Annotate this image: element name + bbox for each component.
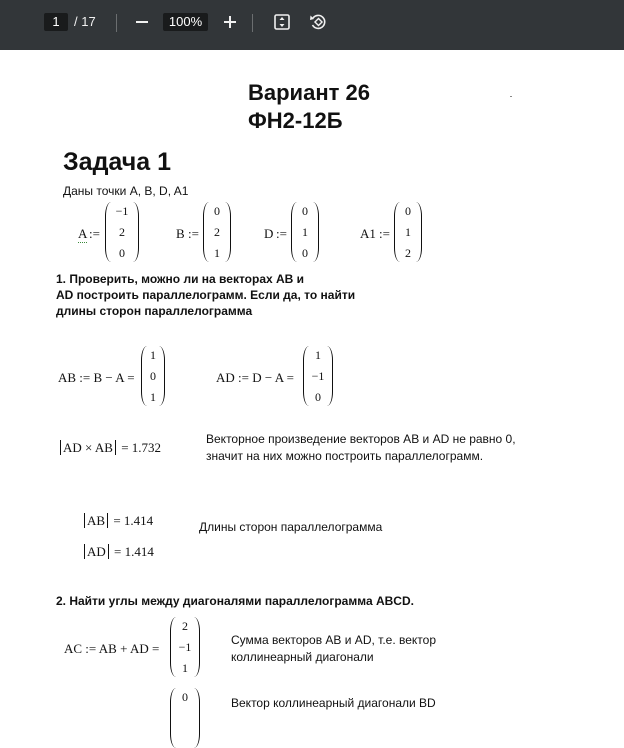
- length-ab: [82, 513, 153, 529]
- cross-product-value: = 1.732: [121, 440, 162, 455]
- vector-cell: 2: [119, 225, 125, 239]
- zoom-out-button[interactable]: [132, 12, 152, 32]
- cross-product-formula: [58, 440, 161, 456]
- cross-product-expression: AD × AB: [63, 440, 113, 455]
- vector-cell: 0: [119, 246, 125, 260]
- length-ad-label: AD: [87, 544, 106, 559]
- vector-cell: −1: [115, 204, 129, 218]
- vector-cell: 0: [182, 690, 188, 704]
- vector-a: [105, 202, 139, 262]
- vector-cell: 2: [214, 225, 220, 239]
- ac-expression: AC := AB + AD =: [64, 641, 160, 656]
- bd-note: Вектор коллинеарный диагонали BD: [231, 696, 436, 710]
- vector-a1: [394, 202, 422, 262]
- vector-cell: −1: [178, 640, 192, 654]
- point-a1-label: A1: [360, 226, 376, 241]
- rotate-icon: [308, 12, 328, 32]
- task1-line3: длины сторон параллелограмма: [56, 304, 253, 318]
- lengths-note: Длины сторон параллелограмма: [199, 520, 383, 534]
- task1-line1: 1. Проверить, можно ли на векторах АВ и: [56, 272, 305, 286]
- task2-text: 2. Найти углы между диагоналями параллелограмма ABCD.: [56, 594, 414, 608]
- given-points-text: Даны точки A, B, D, A1: [63, 184, 189, 198]
- point-d-assign: :=: [276, 226, 287, 241]
- vector-cell: 1: [302, 225, 308, 239]
- length-ab-label: AB: [87, 513, 106, 528]
- vector-cell: 2: [182, 619, 188, 633]
- vector-cell: 2: [405, 246, 411, 260]
- plus-icon: [220, 12, 240, 32]
- point-b-assign: :=: [188, 226, 199, 241]
- minus-icon: [132, 12, 152, 32]
- vector-ab: [141, 346, 165, 406]
- point-a-assign: :=: [89, 226, 100, 241]
- doc-title-variant: Вариант 26: [248, 80, 370, 105]
- fit-page-icon: [272, 12, 292, 32]
- pdf-toolbar: [0, 0, 624, 50]
- vector-cell: 1: [150, 348, 156, 362]
- rotate-button[interactable]: [308, 12, 328, 32]
- ad-expression: AD := D − A =: [216, 370, 294, 385]
- point-d-label: D: [264, 226, 274, 241]
- toolbar-separator: [252, 14, 253, 32]
- vector-ac: [170, 617, 200, 677]
- task-heading: Задача 1: [63, 148, 171, 176]
- ac-note-line2: коллинеарный диагонали: [231, 650, 374, 664]
- point-b-label: B: [176, 226, 185, 241]
- stray-dot: [510, 96, 512, 97]
- toolbar-separator: [116, 14, 117, 32]
- zoom-level-input[interactable]: 100%: [163, 13, 208, 31]
- zoom-in-button[interactable]: [220, 12, 240, 32]
- vector-b: [203, 202, 231, 262]
- task1-line2: AD построить параллелограмм. Если да, то найти: [56, 288, 356, 302]
- fit-to-page-button[interactable]: [272, 12, 292, 32]
- ab-expression: AB := B − A =: [58, 370, 135, 385]
- cross-note-line1: Векторное произведение векторов АВ и AD не равно 0,: [206, 432, 516, 446]
- pdf-page: [0, 50, 624, 715]
- page-total: / 17: [74, 14, 96, 29]
- doc-title-group: ФН2-12Б: [248, 108, 343, 133]
- vector-cell: 0: [302, 246, 308, 260]
- point-a-label: A: [78, 226, 88, 241]
- vector-cell: 1: [182, 661, 188, 675]
- vector-cell: 0: [315, 390, 321, 404]
- vector-cell: 0: [302, 204, 308, 218]
- vector-cell: 1: [150, 390, 156, 404]
- vector-cell: 0: [150, 369, 156, 383]
- length-ad-value: = 1.414: [114, 544, 154, 559]
- length-ad: [82, 544, 154, 560]
- page-number-input[interactable]: 1: [44, 13, 68, 31]
- vector-ad: [303, 346, 333, 406]
- vector-cell: −1: [311, 369, 325, 383]
- vector-cell: 1: [214, 246, 220, 260]
- cross-note-line2: значит на них можно построить параллелограмм.: [206, 449, 484, 463]
- vector-bd: [170, 688, 200, 748]
- vector-d: [291, 202, 319, 262]
- vector-cell: 1: [405, 225, 411, 239]
- vector-cell: 0: [214, 204, 220, 218]
- length-ab-value: = 1.414: [113, 513, 154, 528]
- point-a1-assign: :=: [379, 226, 390, 241]
- vector-cell: 0: [405, 204, 411, 218]
- vector-cell: 1: [315, 348, 321, 362]
- ac-note-line1: Сумма векторов АВ и AD, т.е. вектор: [231, 633, 436, 647]
